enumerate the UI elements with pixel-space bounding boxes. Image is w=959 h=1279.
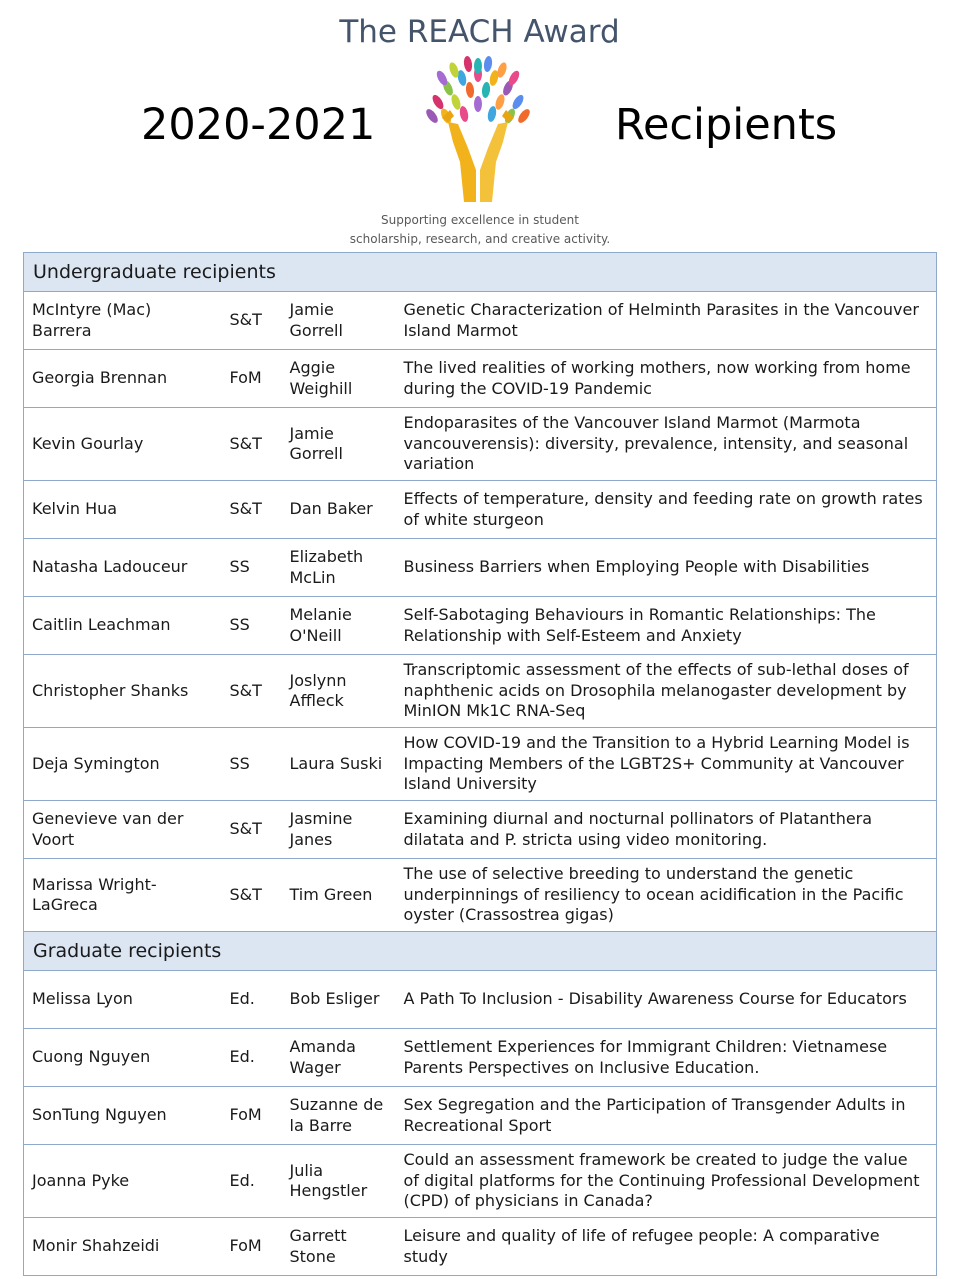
- supervisor-cell: Laura Suski: [282, 728, 396, 801]
- faculty-cell: FoM: [222, 1218, 282, 1276]
- leaf-shape: [465, 82, 475, 99]
- supervisor-cell: Elizabeth McLin: [282, 539, 396, 597]
- project-title-cell: Business Barriers when Employing People with Disabilities: [396, 539, 937, 597]
- faculty-cell: S&T: [222, 408, 282, 481]
- table-row: [24, 408, 937, 481]
- leaf-shape: [463, 56, 473, 73]
- recipient-name-cell: Marissa Wright-LaGreca: [24, 859, 222, 932]
- recipient-name-cell: Monir Shahzeidi: [24, 1218, 222, 1276]
- faculty-cell: S&T: [222, 801, 282, 859]
- supervisor-cell: Bob Esliger: [282, 971, 396, 1029]
- leaf-shape: [450, 93, 462, 111]
- table-row: [24, 655, 937, 728]
- supervisor-cell: Jasmine Janes: [282, 801, 396, 859]
- tree-hands-logo-graphic: [398, 52, 558, 212]
- faculty-cell: Ed.: [222, 971, 282, 1029]
- faculty-cell: SS: [222, 539, 282, 597]
- table-row: [24, 539, 937, 597]
- recipient-name-cell: Kelvin Hua: [24, 481, 222, 539]
- section-header-row: [24, 253, 937, 292]
- faculty-cell: FoM: [222, 1087, 282, 1145]
- leaf-shape: [430, 93, 445, 111]
- faculty-cell: S&T: [222, 655, 282, 728]
- leaf-shape: [474, 96, 482, 112]
- tagline: [330, 211, 630, 249]
- faculty-cell: S&T: [222, 859, 282, 932]
- leaf-shape: [483, 56, 493, 73]
- recipient-name-cell: Deja Symington: [24, 728, 222, 801]
- faculty-cell: Ed.: [222, 1029, 282, 1087]
- leaf-shape: [494, 93, 506, 111]
- project-title-cell: The use of selective breeding to understand the genetic underpinnings of resiliency to ocean acidification in the Pacific oyster (Crassostrea gigas): [396, 859, 937, 932]
- table-row: [24, 971, 937, 1029]
- supervisor-cell: Jamie Gorrell: [282, 408, 396, 481]
- supervisor-cell: Dan Baker: [282, 481, 396, 539]
- table-row: [24, 292, 937, 350]
- table-row: [24, 728, 937, 801]
- project-title-cell: The lived realities of working mothers, now working from home during the COVID-19 Pandemic: [396, 350, 937, 408]
- project-title-cell: Effects of temperature, density and feeding rate on growth rates of white sturgeon: [396, 481, 937, 539]
- faculty-cell: FoM: [222, 350, 282, 408]
- year-heading: 2020-2021: [141, 100, 376, 150]
- recipient-name-cell: Cuong Nguyen: [24, 1029, 222, 1087]
- leaf-shape: [481, 82, 491, 99]
- recipient-name-cell: Caitlin Leachman: [24, 597, 222, 655]
- recipients-table: [23, 252, 937, 1276]
- project-title-cell: Transcriptomic assessment of the effects of sub-lethal doses of naphthenic acids on Drosophila melanogaster development by MinION Mk1C RNA-Seq: [396, 655, 937, 728]
- table-row: [24, 801, 937, 859]
- award-title: The REACH Award: [339, 14, 620, 50]
- supervisor-cell: Suzanne de la Barre: [282, 1087, 396, 1145]
- faculty-cell: S&T: [222, 292, 282, 350]
- project-title-cell: Sex Segregation and the Participation of Transgender Adults in Recreational Sport: [396, 1087, 937, 1145]
- faculty-cell: SS: [222, 728, 282, 801]
- supervisor-cell: Julia Hengstler: [282, 1145, 396, 1218]
- recipients-heading: Recipients: [615, 100, 838, 150]
- supervisor-cell: Joslynn Affleck: [282, 655, 396, 728]
- leaf-shape: [510, 93, 525, 111]
- project-title-cell: Self-Sabotaging Behaviours in Romantic Relationships: The Relationship with Self-Esteem and Anxiety: [396, 597, 937, 655]
- tagline-line-1: Supporting excellence in student: [381, 213, 579, 227]
- project-title-cell: How COVID-19 and the Transition to a Hybrid Learning Model is Impacting Members of the LGBT2S+ Community at Vancouver Island University: [396, 728, 937, 801]
- tree-leaves: [424, 56, 532, 125]
- table-row: [24, 1218, 937, 1276]
- section-title: Undergraduate recipients: [24, 253, 937, 292]
- leaf-shape: [487, 105, 498, 122]
- left-hand-trunk: [448, 122, 476, 202]
- leaf-shape: [474, 58, 482, 74]
- leaf-shape: [459, 105, 470, 122]
- table-row: [24, 859, 937, 932]
- supervisor-cell: Tim Green: [282, 859, 396, 932]
- supervisor-cell: Amanda Wager: [282, 1029, 396, 1087]
- section-title: Graduate recipients: [24, 932, 937, 971]
- recipient-name-cell: SonTung Nguyen: [24, 1087, 222, 1145]
- recipient-name-cell: Kevin Gourlay: [24, 408, 222, 481]
- project-title-cell: Settlement Experiences for Immigrant Children: Vietnamese Parents Perspectives on Inclusive Education.: [396, 1029, 937, 1087]
- tree-hands-icon: [398, 52, 558, 212]
- table-row: [24, 597, 937, 655]
- right-hand-trunk: [480, 122, 508, 202]
- recipient-name-cell: Georgia Brennan: [24, 350, 222, 408]
- supervisor-cell: Jamie Gorrell: [282, 292, 396, 350]
- project-title-cell: Leisure and quality of life of refugee people: A comparative study: [396, 1218, 937, 1276]
- recipient-name-cell: Natasha Ladouceur: [24, 539, 222, 597]
- supervisor-cell: Aggie Weighill: [282, 350, 396, 408]
- supervisor-cell: Melanie O'Neill: [282, 597, 396, 655]
- table-row: [24, 1029, 937, 1087]
- project-title-cell: Genetic Characterization of Helminth Parasites in the Vancouver Island Marmot: [396, 292, 937, 350]
- leaf-shape: [516, 107, 532, 125]
- table-row: [24, 350, 937, 408]
- recipient-name-cell: McIntyre (Mac) Barrera: [24, 292, 222, 350]
- recipient-name-cell: Joanna Pyke: [24, 1145, 222, 1218]
- table-row: [24, 1087, 937, 1145]
- table-row: [24, 1145, 937, 1218]
- section-header-row: [24, 932, 937, 971]
- faculty-cell: SS: [222, 597, 282, 655]
- tagline-line-2: scholarship, research, and creative activity.: [349, 232, 611, 246]
- project-title-cell: Could an assessment framework be created to judge the value of digital platforms for the Continuing Professional Development (CPD) of physicians in Canada?: [396, 1145, 937, 1218]
- leaf-shape: [424, 107, 440, 125]
- project-title-cell: Examining diurnal and nocturnal pollinators of Platanthera dilatata and P. stricta using video monitoring.: [396, 801, 937, 859]
- project-title-cell: Endoparasites of the Vancouver Island Marmot (Marmota vancouverensis): diversity, prevalence, intensity, and seasonal variation: [396, 408, 937, 481]
- supervisor-cell: Garrett Stone: [282, 1218, 396, 1276]
- project-title-cell: A Path To Inclusion - Disability Awareness Course for Educators: [396, 971, 937, 1029]
- recipient-name-cell: Christopher Shanks: [24, 655, 222, 728]
- table-row: [24, 481, 937, 539]
- recipient-name-cell: Genevieve van der Voort: [24, 801, 222, 859]
- recipient-name-cell: Melissa Lyon: [24, 971, 222, 1029]
- faculty-cell: Ed.: [222, 1145, 282, 1218]
- faculty-cell: S&T: [222, 481, 282, 539]
